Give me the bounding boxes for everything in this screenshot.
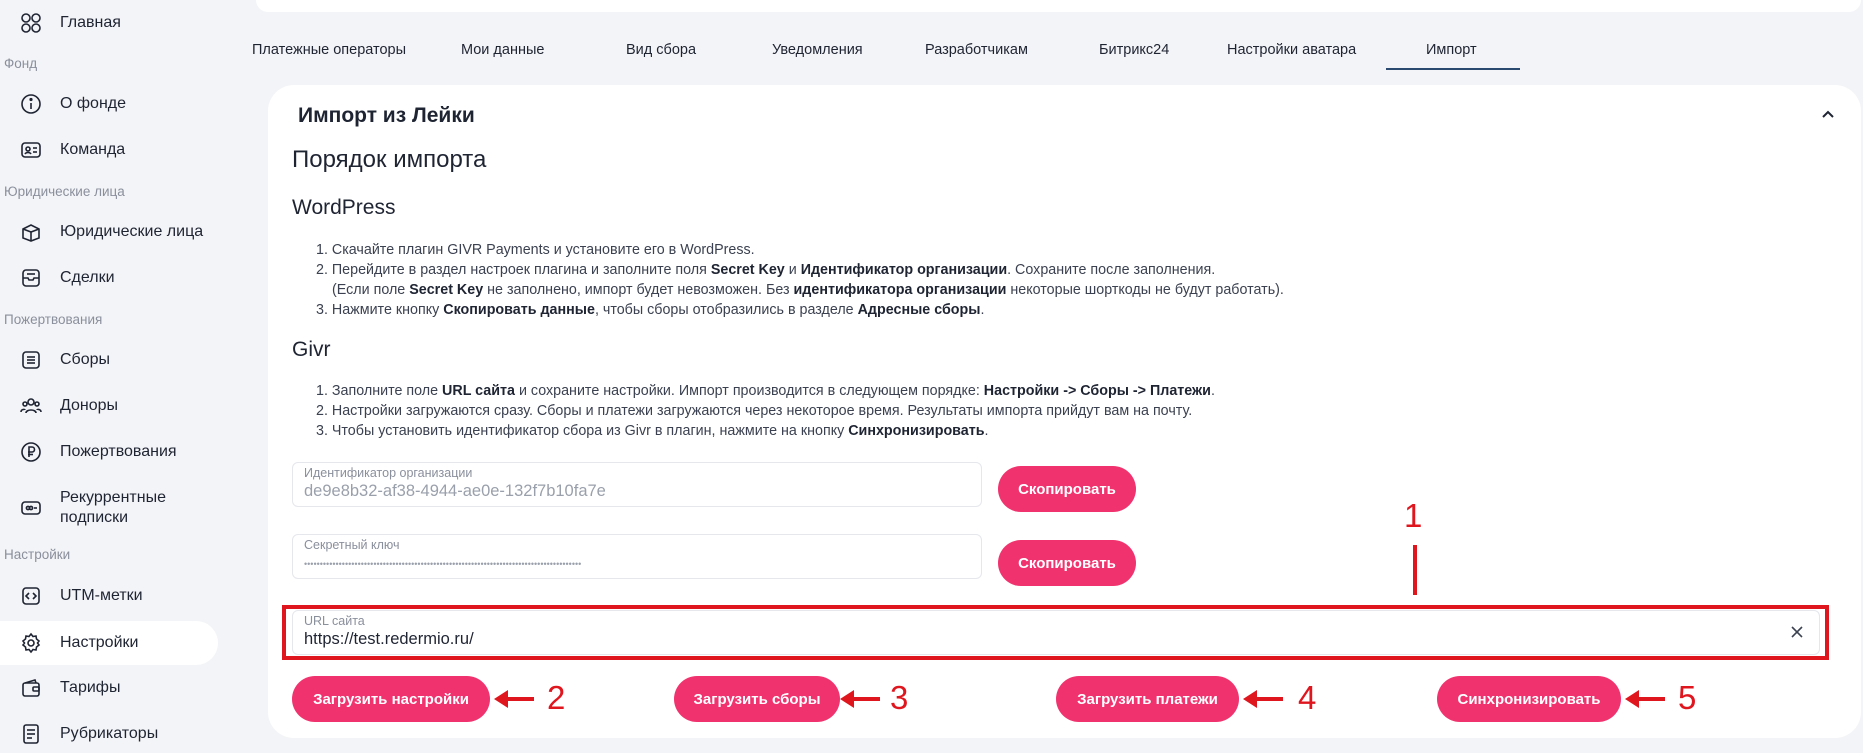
sidebar-item-donors[interactable] [4,384,222,428]
grid-icon [18,10,44,36]
section-heading-givr: Givr [292,338,331,361]
tab-notifications[interactable]: Уведомления [772,42,863,58]
sidebar-item-donations[interactable] [4,430,222,474]
sidebar-item-settings[interactable] [0,621,218,665]
wallet-icon [18,675,44,701]
sidebar-item-label: Сборы [60,351,111,368]
annotation-arrow-icon [1625,689,1665,709]
field-label: URL сайта [304,614,365,628]
sidebar-item-about[interactable] [4,82,222,126]
code-icon [18,583,44,609]
sidebar-item-label: Главная [60,14,121,31]
sidebar-item-subscriptions[interactable] [4,486,222,530]
copy-org-id-button[interactable]: Скопировать [998,466,1136,512]
sync-button[interactable]: Синхронизировать [1437,676,1621,722]
annotation-number: 3 [890,679,909,716]
annotation-arrow-icon [840,689,880,709]
annotation-number: 5 [1678,679,1697,716]
field-label: Идентификатор организации [304,466,473,480]
sidebar-item-label: Настройки [60,634,139,651]
load-payments-button[interactable]: Загрузить платежи [1056,676,1239,722]
field-label: Секретный ключ [304,538,400,552]
tab-my-data[interactable]: Мои данные [461,42,545,58]
top-panel [256,0,1861,12]
users-icon [18,393,44,419]
sidebar-section-settings: Настройки [4,547,71,562]
tab-collection-type[interactable]: Вид сбора [626,42,697,58]
givr-instructions [316,381,1215,441]
sidebar-section-donations: Пожертвования [4,312,103,327]
annotation-number: 2 [547,679,566,716]
sidebar-item-team[interactable] [4,128,222,172]
document-icon [18,721,44,747]
list-icon [18,347,44,373]
active-tab-underline [1386,68,1520,70]
instruction-line: 1. Скачайте плагин GIVR Payments и установите его в WordPress. [316,242,755,258]
sidebar-item-label: Сделки [60,269,115,286]
sidebar-item-tariffs[interactable] [4,666,222,710]
annotation-number: 1 [1404,497,1423,534]
folder-icon [18,265,44,291]
card-icon [18,495,44,521]
card-title: Импорт из Лейки [298,104,475,127]
sidebar-item-label: Рубрикаторы [60,725,159,742]
chevron-up-icon[interactable] [1818,104,1838,129]
sidebar-item-label: О фонде [60,95,127,112]
wordpress-instructions [316,240,1284,320]
sidebar-item-deals[interactable] [4,256,222,300]
sidebar-item-label: Команда [60,141,126,158]
instruction-line: (Если поле Secret Key не заполнено, импорт будет невозможен. Без идентификатора организации некоторые шорткоды не будут работать). [332,282,1284,298]
sidebar-section-legal: Юридические лица [4,184,125,199]
copy-secret-key-button[interactable]: Скопировать [998,540,1136,586]
instruction-line: 2. Перейдите в раздел настроек плагина и заполните поля Secret Key и Идентификатор организации. Сохраните после заполнения. [316,262,1216,278]
box-icon [18,219,44,245]
annotation-line [1413,545,1417,595]
sidebar-item-label: Доноры [60,397,119,414]
tab-bitrix24[interactable]: Битрикс24 [1099,42,1170,58]
sidebar-item-home[interactable] [4,1,222,45]
sidebar-item-label: Юридические лица [60,223,204,240]
sidebar-item-label: UTM-метки [60,587,143,604]
load-settings-button[interactable]: Загрузить настройки [292,676,490,722]
sidebar-item-utm[interactable] [4,574,222,618]
id-card-icon [18,137,44,163]
sidebar-item-label: Пожертвования [60,443,177,460]
instruction-line: 2. Настройки загружаются сразу. Сборы и платежи загружаются через некоторое время. Результаты импорта прийдут вам на почту. [316,403,1193,419]
org-id-value: de9e8b32-af38-4944-ae0e-132f7b10fa7e [304,482,606,500]
instruction-line: 3. Нажмите кнопку Скопировать данные, чтобы сборы отобразились в разделе Адресные сборы. [316,302,985,318]
load-collections-button[interactable]: Загрузить сборы [674,676,840,722]
instruction-line: 1. Заполните поле URL сайта и сохраните настройки. Импорт производится в следующем порядке: Настройки -> Сборы -> Платежи. [316,383,1215,399]
ruble-icon [18,439,44,465]
sidebar-item-collections[interactable] [4,338,222,382]
section-heading-wordpress: WordPress [292,196,396,219]
annotation-arrow-icon [1243,689,1283,709]
info-icon [18,91,44,117]
section-heading-order: Порядок импорта [292,146,487,173]
gear-icon [18,630,44,656]
sidebar-item-label: Тарифы [60,679,121,696]
sidebar [0,0,238,753]
instruction-line: 3. Чтобы установить идентификатор сбора из Givr в плагин, нажмите на кнопку Синхронизировать. [316,423,989,439]
highlight-box [282,605,1829,660]
tab-developers[interactable]: Разработчикам [925,42,1028,58]
org-id-field[interactable] [292,462,982,507]
sidebar-item-legal-entities[interactable] [4,210,222,254]
tab-payment-operators[interactable]: Платежные операторы [252,42,407,58]
secret-key-field[interactable] [292,534,982,579]
sidebar-item-rubricators[interactable] [4,712,222,753]
tab-import[interactable]: Импорт [1426,42,1477,58]
site-url-value: https://test.redermio.ru/ [304,630,474,648]
sidebar-item-label: Рекуррентные подписки [60,489,166,526]
tab-avatar-settings[interactable]: Настройки аватара [1227,42,1357,58]
annotation-arrow-icon [494,689,534,709]
annotation-number: 4 [1298,679,1317,716]
secret-key-value: •••••••••••••••••••••••••••••••••••••••••••••••••••••••••••••••••••••••••••••••••••••••• [304,559,582,569]
sidebar-section-fund: Фонд [4,56,38,71]
